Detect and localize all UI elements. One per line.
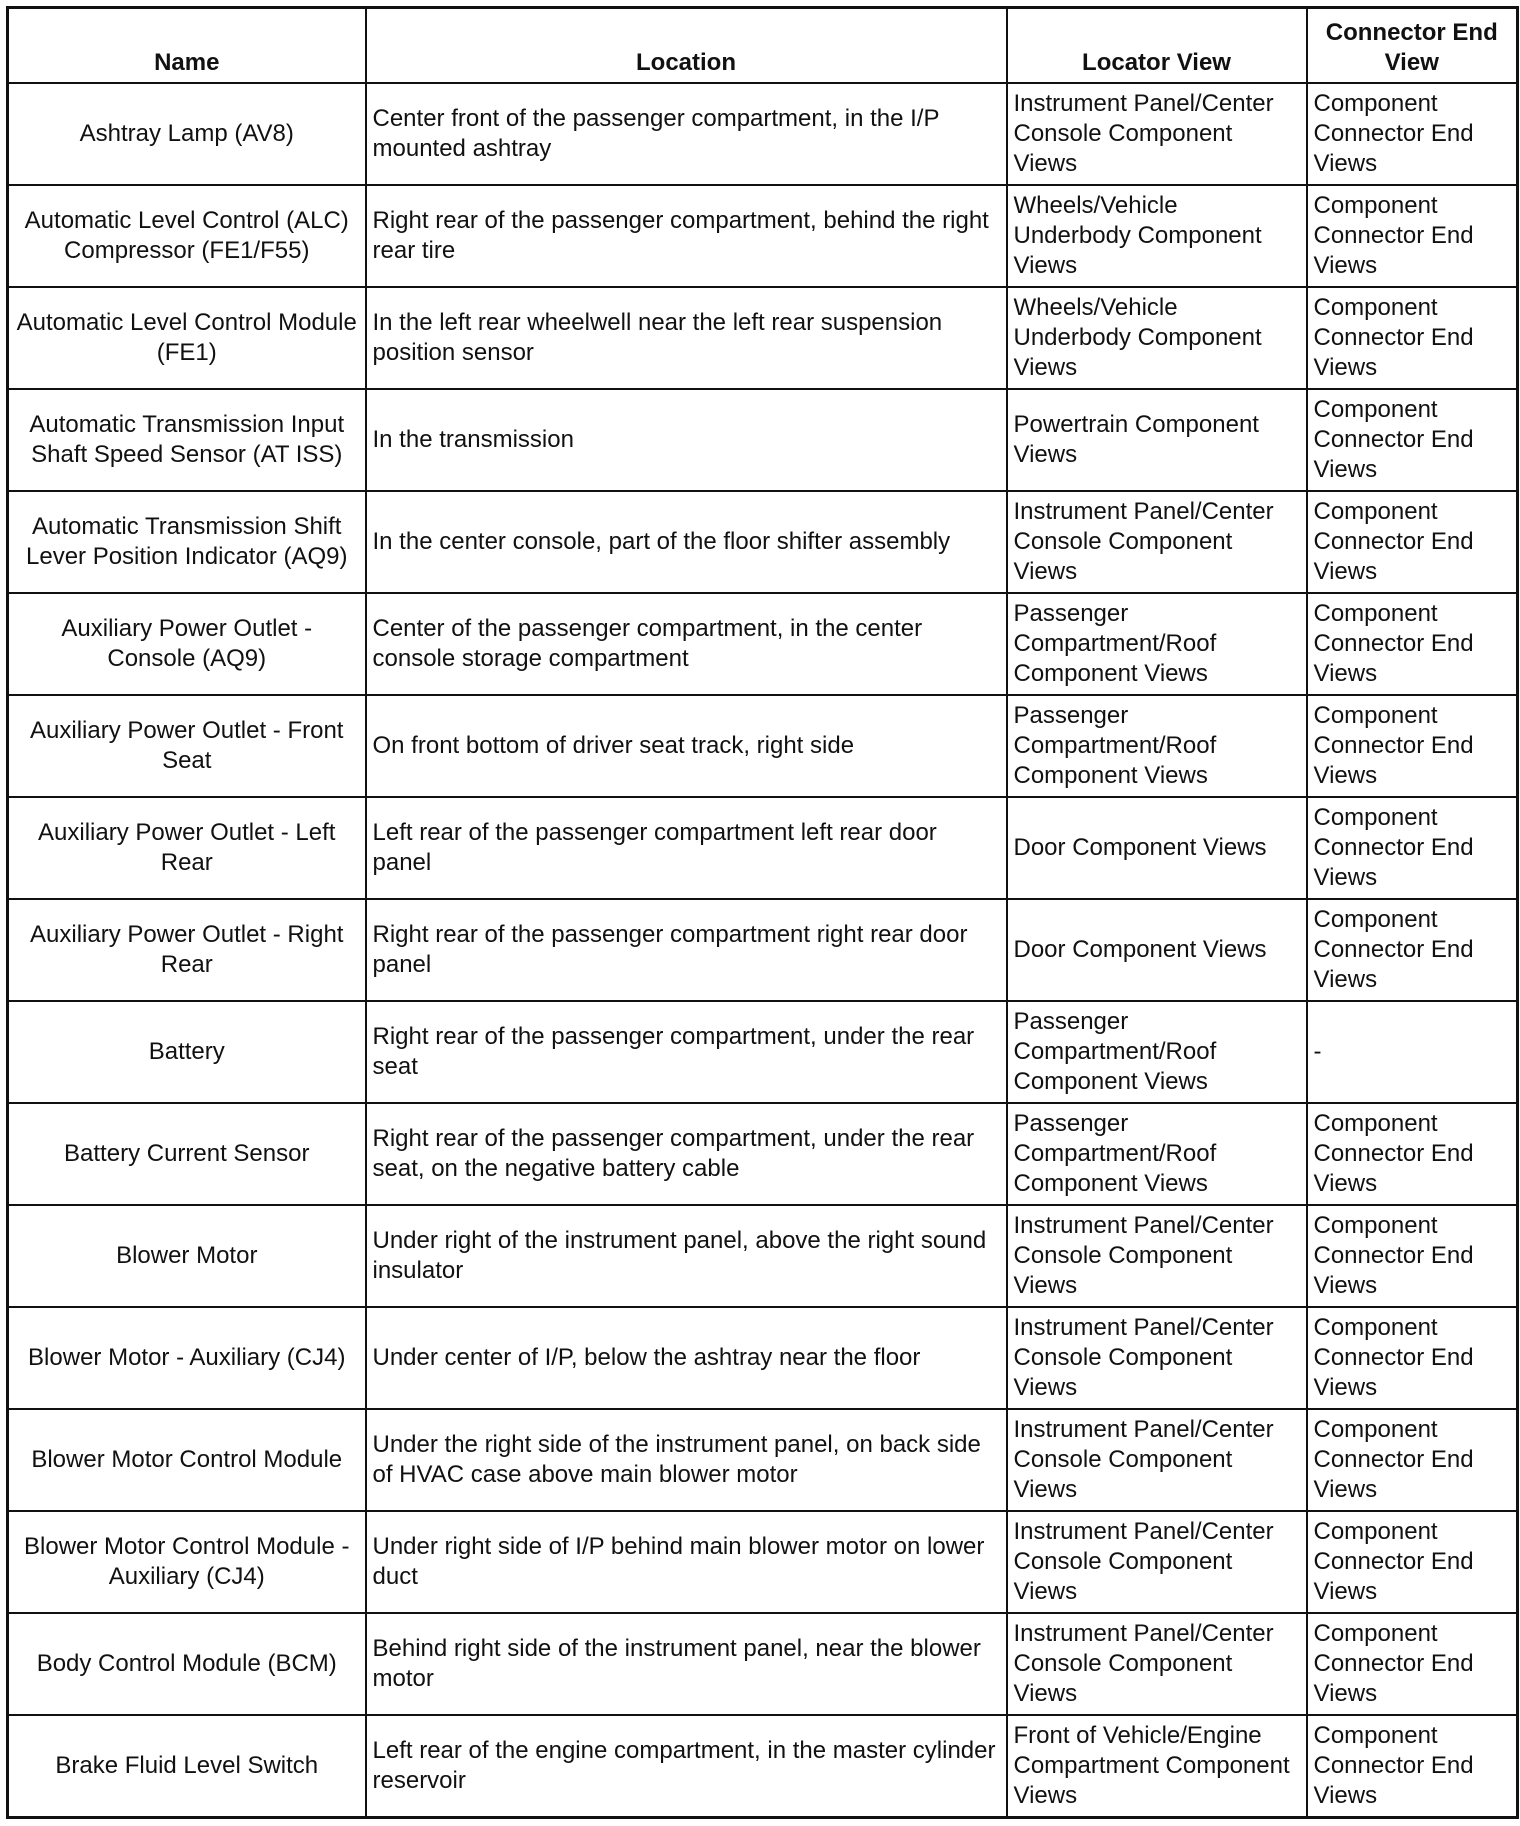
table-row xyxy=(8,1103,1518,1205)
cell-locator-view: Door Component Views xyxy=(1007,899,1307,1001)
cell-connector-end-view: Component Connector End Views xyxy=(1307,1409,1518,1511)
cell-location: Right rear of the passenger compartment, under the rear seat xyxy=(366,1001,1007,1103)
table-row xyxy=(8,1205,1518,1307)
header-location: Location xyxy=(366,8,1007,84)
cell-location: Right rear of the passenger compartment, behind the right rear tire xyxy=(366,185,1007,287)
cell-name: Auxiliary Power Outlet - Front Seat xyxy=(8,695,366,797)
cell-location: In the center console, part of the floor shifter assembly xyxy=(366,491,1007,593)
cell-name: Automatic Level Control (ALC) Compressor (FE1/F55) xyxy=(8,185,366,287)
cell-locator-view: Instrument Panel/Center Console Component Views xyxy=(1007,1409,1307,1511)
table-row xyxy=(8,1613,1518,1715)
cell-location: In the transmission xyxy=(366,389,1007,491)
cell-locator-view: Instrument Panel/Center Console Component Views xyxy=(1007,491,1307,593)
table-row xyxy=(8,899,1518,1001)
cell-location: Under right side of I/P behind main blower motor on lower duct xyxy=(366,1511,1007,1613)
cell-name: Automatic Transmission Shift Lever Position Indicator (AQ9) xyxy=(8,491,366,593)
table-row xyxy=(8,83,1518,185)
cell-locator-view: Passenger Compartment/Roof Component Views xyxy=(1007,695,1307,797)
cell-location: Under the right side of the instrument panel, on back side of HVAC case above main blower motor xyxy=(366,1409,1007,1511)
table-row xyxy=(8,1307,1518,1409)
cell-locator-view: Door Component Views xyxy=(1007,797,1307,899)
cell-name: Body Control Module (BCM) xyxy=(8,1613,366,1715)
cell-locator-view: Instrument Panel/Center Console Component Views xyxy=(1007,1205,1307,1307)
cell-location: Center front of the passenger compartment, in the I/P mounted ashtray xyxy=(366,83,1007,185)
cell-location: On front bottom of driver seat track, right side xyxy=(366,695,1007,797)
cell-name: Battery Current Sensor xyxy=(8,1103,366,1205)
cell-location: In the left rear wheelwell near the left rear suspension position sensor xyxy=(366,287,1007,389)
cell-locator-view: Passenger Compartment/Roof Component Views xyxy=(1007,1103,1307,1205)
cell-locator-view: Instrument Panel/Center Console Component Views xyxy=(1007,1307,1307,1409)
header-connector-end-view: Connector End View xyxy=(1307,8,1518,84)
cell-locator-view: Instrument Panel/Center Console Component Views xyxy=(1007,1511,1307,1613)
cell-connector-end-view: Component Connector End Views xyxy=(1307,695,1518,797)
cell-locator-view: Passenger Compartment/Roof Component Views xyxy=(1007,1001,1307,1103)
table-row xyxy=(8,593,1518,695)
table-row xyxy=(8,287,1518,389)
cell-connector-end-view: Component Connector End Views xyxy=(1307,1307,1518,1409)
cell-location: Left rear of the engine compartment, in the master cylinder reservoir xyxy=(366,1715,1007,1818)
cell-connector-end-view: Component Connector End Views xyxy=(1307,1205,1518,1307)
cell-name: Automatic Transmission Input Shaft Speed Sensor (AT ISS) xyxy=(8,389,366,491)
cell-connector-end-view: Component Connector End Views xyxy=(1307,83,1518,185)
component-locator-table xyxy=(6,6,1519,1819)
cell-connector-end-view: Component Connector End Views xyxy=(1307,797,1518,899)
cell-name: Blower Motor Control Module - Auxiliary (CJ4) xyxy=(8,1511,366,1613)
cell-name: Auxiliary Power Outlet - Left Rear xyxy=(8,797,366,899)
cell-locator-view: Wheels/Vehicle Underbody Component Views xyxy=(1007,287,1307,389)
cell-name: Auxiliary Power Outlet - Right Rear xyxy=(8,899,366,1001)
cell-name: Auxiliary Power Outlet - Console (AQ9) xyxy=(8,593,366,695)
cell-locator-view: Passenger Compartment/Roof Component Views xyxy=(1007,593,1307,695)
cell-connector-end-view: Component Connector End Views xyxy=(1307,1511,1518,1613)
cell-connector-end-view: Component Connector End Views xyxy=(1307,1103,1518,1205)
cell-name: Automatic Level Control Module (FE1) xyxy=(8,287,366,389)
cell-location: Under center of I/P, below the ashtray near the floor xyxy=(366,1307,1007,1409)
cell-connector-end-view: Component Connector End Views xyxy=(1307,287,1518,389)
cell-name: Battery xyxy=(8,1001,366,1103)
header-name: Name xyxy=(8,8,366,84)
table-row xyxy=(8,695,1518,797)
cell-connector-end-view: Component Connector End Views xyxy=(1307,491,1518,593)
table-row xyxy=(8,1511,1518,1613)
cell-location: Right rear of the passenger compartment, under the rear seat, on the negative battery cable xyxy=(366,1103,1007,1205)
cell-location: Left rear of the passenger compartment left rear door panel xyxy=(366,797,1007,899)
table-row xyxy=(8,389,1518,491)
cell-connector-end-view: Component Connector End Views xyxy=(1307,1715,1518,1818)
header-locator-view: Locator View xyxy=(1007,8,1307,84)
cell-location: Behind right side of the instrument panel, near the blower motor xyxy=(366,1613,1007,1715)
cell-locator-view: Powertrain Component Views xyxy=(1007,389,1307,491)
table-header-row xyxy=(8,8,1518,84)
cell-name: Blower Motor xyxy=(8,1205,366,1307)
cell-location: Under right of the instrument panel, above the right sound insulator xyxy=(366,1205,1007,1307)
cell-connector-end-view: Component Connector End Views xyxy=(1307,389,1518,491)
cell-location: Right rear of the passenger compartment right rear door panel xyxy=(366,899,1007,1001)
cell-connector-end-view: Component Connector End Views xyxy=(1307,185,1518,287)
cell-locator-view: Instrument Panel/Center Console Component Views xyxy=(1007,83,1307,185)
cell-connector-end-view: Component Connector End Views xyxy=(1307,593,1518,695)
cell-connector-end-view: Component Connector End Views xyxy=(1307,899,1518,1001)
table-row xyxy=(8,1409,1518,1511)
table-row xyxy=(8,491,1518,593)
table-row xyxy=(8,185,1518,287)
cell-locator-view: Wheels/Vehicle Underbody Component Views xyxy=(1007,185,1307,287)
cell-name: Blower Motor - Auxiliary (CJ4) xyxy=(8,1307,366,1409)
document-page xyxy=(6,6,1516,1819)
cell-locator-view: Instrument Panel/Center Console Component Views xyxy=(1007,1613,1307,1715)
table-row xyxy=(8,797,1518,899)
cell-locator-view: Front of Vehicle/Engine Compartment Component Views xyxy=(1007,1715,1307,1818)
table-row xyxy=(8,1001,1518,1103)
cell-name: Blower Motor Control Module xyxy=(8,1409,366,1511)
cell-name: Brake Fluid Level Switch xyxy=(8,1715,366,1818)
cell-name: Ashtray Lamp (AV8) xyxy=(8,83,366,185)
cell-connector-end-view: Component Connector End Views xyxy=(1307,1613,1518,1715)
cell-location: Center of the passenger compartment, in the center console storage compartment xyxy=(366,593,1007,695)
cell-connector-end-view: - xyxy=(1307,1001,1518,1103)
table-row xyxy=(8,1715,1518,1818)
